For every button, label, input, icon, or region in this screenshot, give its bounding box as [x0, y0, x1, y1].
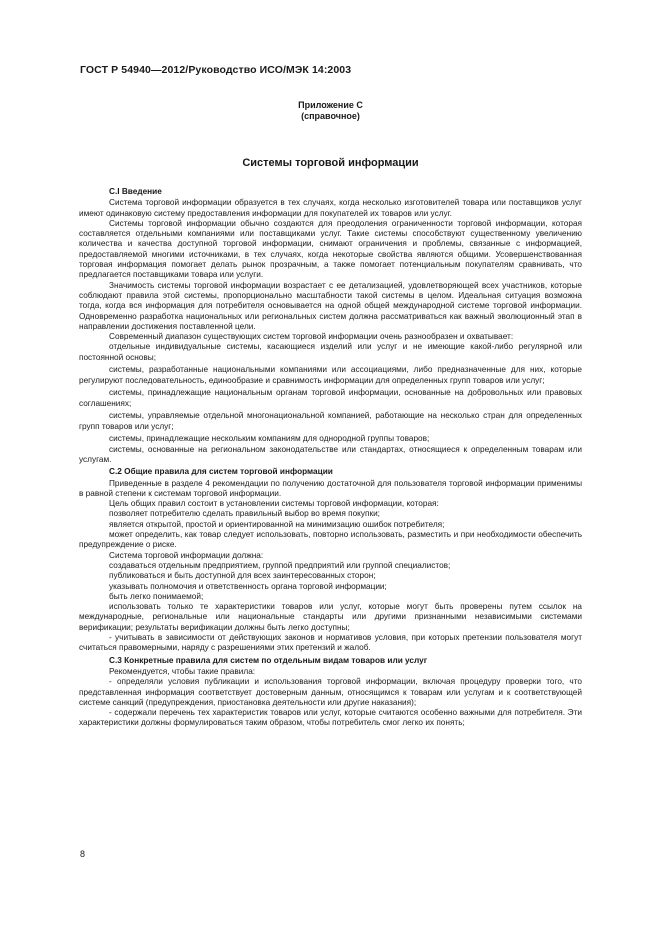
- section-title: Системы торговой информации: [242, 157, 419, 169]
- paragraph: Современный диапазон существующих систем торговой информации очень разнообразен и охватывает:: [109, 332, 514, 342]
- paragraph: Система торговой информации должна:: [109, 550, 264, 560]
- list-item: использовать только те характеристики товаров или услуг, которые могут быть проверены путем ссылок на международные, региональные или национальные стандарты или другими признанными независимыми системами верификации; результаты верификации должны быть легко доступны;: [79, 602, 582, 632]
- list-item: может определить, как товар следует использовать, повторно использовать, разместить и при необходимости обеспечить предупреждение о риске.: [79, 530, 582, 550]
- list-item: публиковаться и быть доступной для всех заинтересованных сторон;: [109, 571, 376, 581]
- annex-block: [0, 100, 661, 122]
- list-item: - определяли условия публикации и использования торговой информации, включая процедуру проверки того, что представленная информация соответствует достоверным данным, относящимся к товарам или услугам и к соответствующей системе санкций (предупреждения, приостановка деятельности или другие наказания);: [79, 677, 582, 707]
- annex-kind: (справочное): [301, 111, 360, 121]
- paragraph: Приведенные в разделе 4 рекомендации по получению достаточной для пользователя торговой информации применимы в равной степени к системам торговой информации.: [79, 478, 582, 498]
- list-item: является открытой, простой и ориентированной на минимизацию ошибок потребителя;: [109, 519, 445, 529]
- list-item: системы, принадлежащие нескольким компаниям для однородной группы товаров;: [109, 434, 430, 444]
- list-item: позволяет потребителю сделать правильный выбор во время покупки;: [109, 509, 380, 519]
- paragraph: Рекомендуется, чтобы такие правила:: [109, 666, 256, 676]
- section-heading: С.I Введение: [109, 187, 162, 196]
- list-item: отдельные индивидуальные системы, касающиеся изделий или услуг и не имеющие какой-либо регулярной или постоянной основы;: [79, 342, 582, 362]
- list-item: быть легко понимаемой;: [109, 591, 204, 601]
- paragraph: Система торговой информации образуется в тех случаях, когда несколько изготовителей товара или поставщиков услуг имеют одинаковую систему предоставления информации для покупателей их товаров или услуг.: [79, 198, 582, 218]
- annex-label: Приложение С: [298, 100, 363, 110]
- paragraph: Цель общих правил состоит в установлении системы торговой информации, которая:: [109, 499, 439, 509]
- list-item: системы, принадлежащие национальным органам торговой информации, основанные на добровольных или правовых соглашениях;: [79, 388, 582, 408]
- list-item: создаваться отдельным предприятием, группой предприятий или группой специалистов;: [109, 560, 451, 570]
- paragraph: Значимость системы торговой информации возрастает с ее детализацией, удовлетворяющей всех участников, которые соблюдают правила этой системы, пропорционально масштабности такой системы в целом. Идеальная ситуация возможна тогда, когда вся информация для потребителя основывается на одной общей международной системе торговой информации. Одновременно разработка национальных или региональных систем должна рассматриваться как важный эволюционный этап в направлении достижения поставленной цели.: [79, 280, 582, 331]
- list-item: системы, разработанные национальными компаниями или ассоциациями, либо предназначенные для них, которые регулируют последовательность, единообразие и сравнимость информации для определенных групп товаров или услуг;: [79, 365, 582, 385]
- section-heading: С.3 Конкретные правила для систем по отдельным видам товаров или услуг: [109, 655, 428, 665]
- list-item: - содержали перечень тех характеристик товаров или услуг, которые считаются особенно важными для потребителя. Эти характеристики должны формулироваться таким образом, чтобы потребитель смог легко их понять;: [79, 708, 582, 728]
- paragraph: Системы торговой информации обычно создаются для преодоления ограниченности торговой информации, которая составляется отдельными компаниями или поставщиками услуг. Такие системы способствуют существенному увеличению количества и качества доступной торговой информации, снимают ограничения и проблемы, связанные с информацией, предоставляемой многими источниками, в тех случаях, когда некоторые свойства являются общими. Усовершенствованная торговая информация помогает делать рынок прозрачным, а также помогает потенциальным покупателям сравнивать, что предлагается поставщиками товара или услуги.: [79, 218, 582, 280]
- page-number: 8: [80, 849, 86, 859]
- list-item: указывать полномочия и ответственность органа торговой информации;: [109, 581, 387, 591]
- list-item: системы, основанные на региональном законодательстве или стандартах, относящиеся к определенным товарам или услугам.: [79, 444, 582, 464]
- document-body: [79, 185, 582, 729]
- section-heading: С.2 Общие правила для систем торговой информации: [109, 467, 333, 477]
- list-item: системы, управляемые отдельной многонациональной компанией, работающие на несколько стран для определенных групп товаров или услуг;: [79, 411, 582, 431]
- list-item: - учитывать в зависимости от действующих законов и нормативов условия, при которых претензии пользователя могут считаться правомерными, наряду с разрешениями этих претензий и жалоб.: [79, 633, 582, 653]
- document-header: ГОСТ Р 54940—2012/Руководство ИСО/МЭК 14:2003: [80, 64, 352, 76]
